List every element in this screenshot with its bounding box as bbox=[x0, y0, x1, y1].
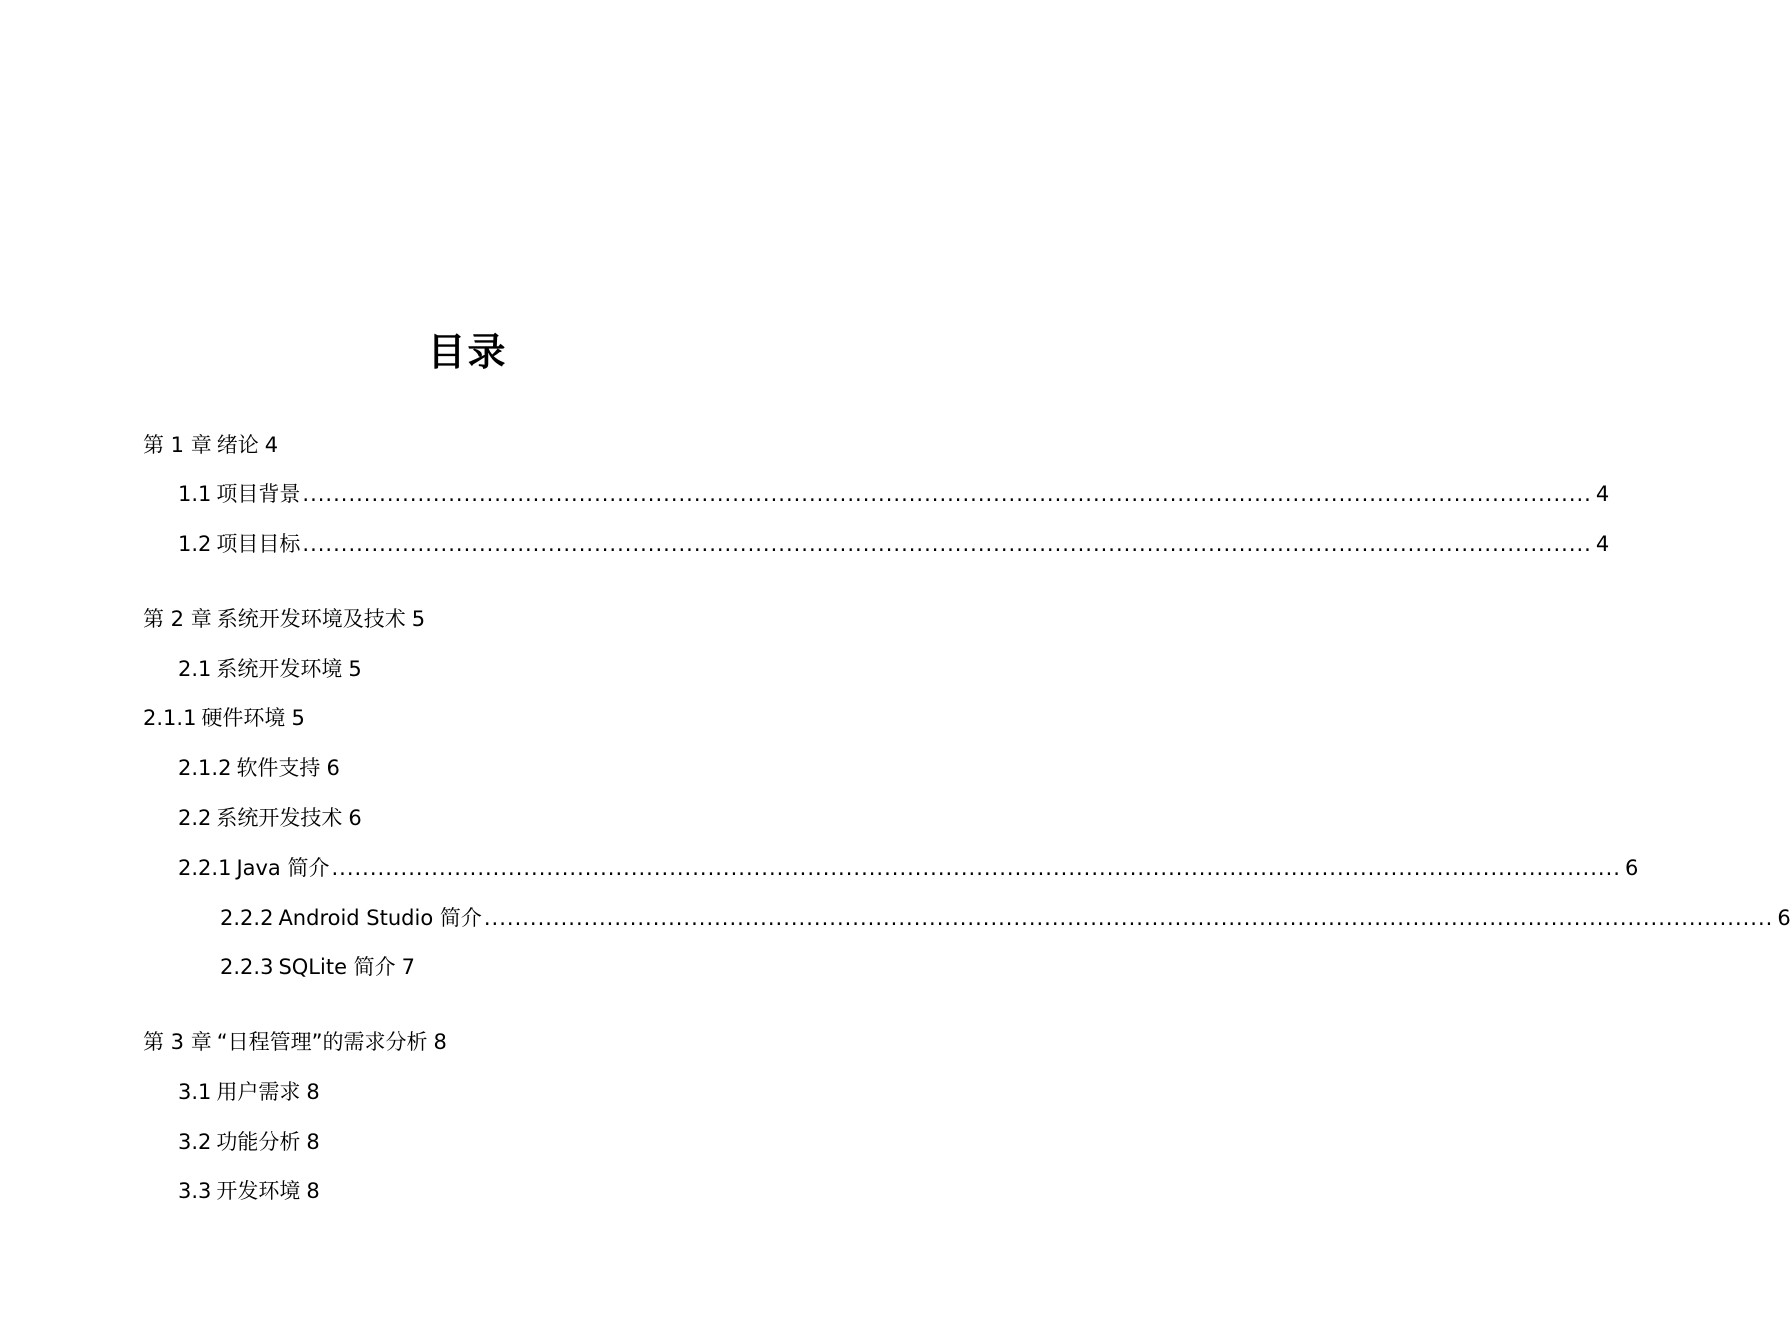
toc-entry-label: 功能分析 bbox=[216, 1130, 301, 1154]
toc-entry-number: 2.2.3 bbox=[220, 955, 274, 979]
toc-entry-number: 2.1.1 bbox=[143, 706, 197, 730]
toc-entry-2-1-2[interactable] bbox=[178, 753, 340, 783]
toc-entry-label: 绪论 bbox=[216, 433, 259, 457]
toc-entry-number: 1.2 bbox=[178, 532, 212, 556]
toc-entry-number: 第 1 章 bbox=[143, 433, 212, 457]
toc-entry-page: 4 bbox=[264, 433, 279, 457]
toc-entry-page: 6 bbox=[1624, 856, 1639, 880]
toc-entry-2-2[interactable] bbox=[178, 803, 362, 833]
toc-entry-number: 3.2 bbox=[178, 1130, 212, 1154]
toc-entry-label: 硬件环境 bbox=[201, 706, 286, 730]
toc-entry-label: 系统开发技术 bbox=[216, 806, 343, 830]
toc-entry-page: 8 bbox=[306, 1130, 320, 1154]
toc-entry-page: 6 bbox=[1777, 906, 1791, 930]
toc-entry-chapter-1[interactable] bbox=[143, 430, 278, 460]
toc-entry-number: 2.1.2 bbox=[178, 756, 232, 780]
toc-entry-2-2-2[interactable] bbox=[220, 903, 1791, 933]
toc-entry-number: 2.2.1 bbox=[178, 856, 232, 880]
toc-entry-number: 3.1 bbox=[178, 1080, 212, 1104]
toc-entry-page: 4 bbox=[1595, 482, 1610, 506]
toc-entry-label: Java 简介 bbox=[236, 856, 330, 880]
toc-entry-3-3[interactable] bbox=[178, 1176, 320, 1206]
toc-entry-page: 5 bbox=[411, 607, 426, 631]
toc-entry-number: 1.1 bbox=[178, 482, 212, 506]
toc-entry-label: 开发环境 bbox=[216, 1179, 301, 1203]
toc-leader-dots: ........................................................................................................................................................................ bbox=[483, 906, 1774, 930]
toc-entry-2-2-3[interactable] bbox=[220, 952, 415, 982]
toc-entry-page: 7 bbox=[401, 955, 416, 979]
toc-leader-dots: ........................................................................................................................................................................ bbox=[302, 482, 1592, 506]
toc-entry-number: 第 2 章 bbox=[143, 607, 212, 631]
toc-entry-page: 8 bbox=[306, 1179, 320, 1203]
toc-entry-label: 系统开发环境及技术 bbox=[216, 607, 406, 631]
toc-entry-3-1[interactable] bbox=[178, 1077, 320, 1107]
toc-leader-dots: ........................................................................................................................................................................ bbox=[331, 856, 1621, 880]
toc-entry-1-1[interactable] bbox=[178, 479, 1610, 509]
toc-entry-label: 用户需求 bbox=[216, 1080, 301, 1104]
toc-entry-label: Android Studio 简介 bbox=[278, 906, 482, 930]
toc-entry-number: 3.3 bbox=[178, 1179, 212, 1203]
toc-entry-2-1[interactable] bbox=[178, 654, 362, 684]
toc-entry-number: 2.2 bbox=[178, 806, 212, 830]
toc-entry-label: 项目目标 bbox=[216, 532, 301, 556]
toc-entry-label: 软件支持 bbox=[236, 756, 321, 780]
toc-entry-label: “日程管理”的需求分析 bbox=[216, 1030, 428, 1054]
toc-entry-1-2[interactable] bbox=[178, 529, 1610, 559]
toc-entry-3-2[interactable] bbox=[178, 1127, 320, 1157]
toc-entry-label: SQLite 简介 bbox=[278, 955, 396, 979]
toc-entry-page: 6 bbox=[326, 756, 340, 780]
toc-title: 目录 bbox=[427, 330, 508, 374]
toc-leader-dots: ........................................................................................................................................................................ bbox=[302, 532, 1592, 556]
toc-entry-number: 2.2.2 bbox=[220, 906, 274, 930]
toc-entry-page: 8 bbox=[433, 1030, 447, 1054]
toc-entry-number: 2.1 bbox=[178, 657, 212, 681]
toc-entry-chapter-3[interactable] bbox=[143, 1027, 447, 1057]
toc-entry-label: 系统开发环境 bbox=[216, 657, 343, 681]
toc-entry-label: 项目背景 bbox=[216, 482, 301, 506]
toc-entry-page: 6 bbox=[348, 806, 362, 830]
toc-entry-page: 5 bbox=[291, 706, 305, 730]
toc-entry-page: 8 bbox=[306, 1080, 320, 1104]
toc-entry-number: 第 3 章 bbox=[143, 1030, 212, 1054]
toc-entry-2-1-1[interactable] bbox=[143, 703, 305, 733]
toc-entry-chapter-2[interactable] bbox=[143, 604, 425, 634]
toc-entry-page: 5 bbox=[348, 657, 362, 681]
toc-entry-2-2-1[interactable] bbox=[178, 853, 1639, 883]
toc-entry-page: 4 bbox=[1595, 532, 1610, 556]
